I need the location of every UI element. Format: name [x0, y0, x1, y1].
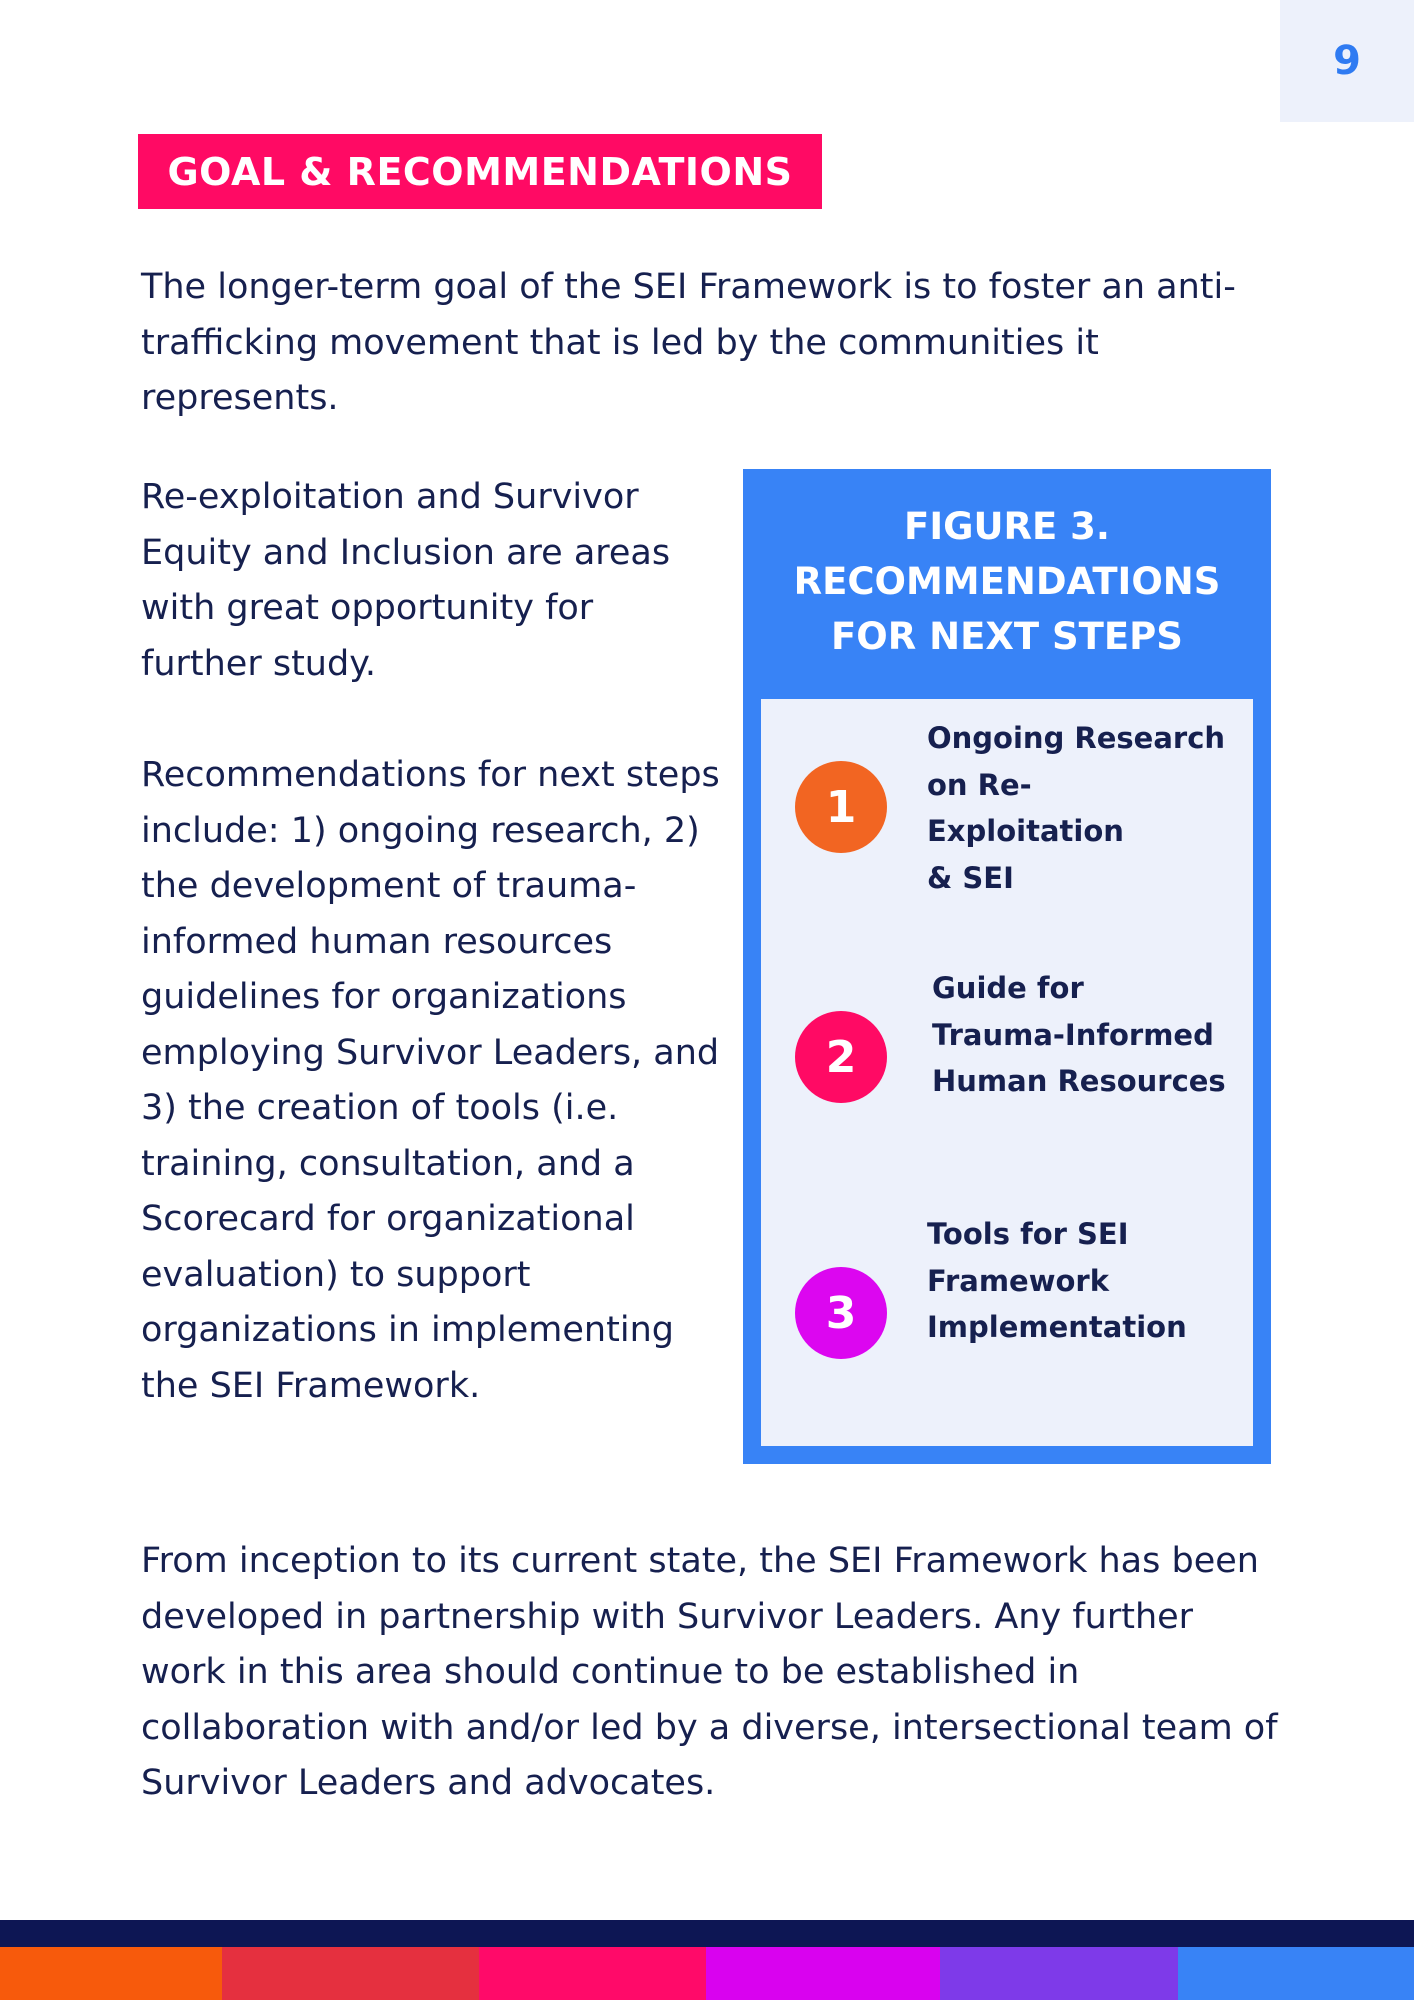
section-label: GOAL & RECOMMENDATIONS — [138, 134, 822, 209]
closing-paragraph: From inception to its current state, the SEI Framework has been developed in partnership with Survivor Leaders. Any further work in this area should continue to be established in collaboration with and/or led by a diverse, intersectional team of Survivor Leaders and advocates. — [141, 1541, 1278, 1803]
figure-title-line: FOR NEXT STEPS — [831, 615, 1183, 658]
footer-strip-pink — [479, 1947, 706, 2000]
step-3-number-badge: 3 — [795, 1267, 887, 1359]
figure-title-line: RECOMMENDATIONS — [793, 560, 1221, 603]
footer-strip-purple — [940, 1947, 1178, 2000]
step-3-text: Tools for SEI Framework Implementation — [927, 1217, 1187, 1344]
step-2-number-badge: 2 — [795, 1011, 887, 1103]
page-number: 9 — [1333, 38, 1361, 84]
footer-strip-magenta — [706, 1947, 940, 2000]
intro-paragraph: The longer-term goal of the SEI Framework is to foster an anti-trafficking movement that is led by the communities it represents. — [141, 267, 1236, 418]
footer-color-bar — [0, 1920, 1414, 2000]
footer-strip-orange — [0, 1947, 222, 2000]
page-number-box — [1280, 0, 1414, 122]
footer-strip-blue — [1178, 1947, 1414, 2000]
figure-recommendations — [743, 469, 1271, 1464]
study-paragraph: Re-exploitation and Survivor Equity and Inclusion are areas with great opportunity for further study. — [141, 477, 671, 684]
footer-navy-stripe — [0, 1920, 1414, 1947]
figure-title — [743, 499, 1271, 664]
figure-title-line: FIGURE 3. — [904, 505, 1110, 548]
step-2-text: Guide for Trauma-Informed Human Resources — [932, 971, 1226, 1098]
recommendations-paragraph: Recommendations for next steps include: 1) ongoing research, 2) the development of trauma-informed human resources guidelines for organizations employing Survivor Leaders, and 3) the creation of tools (i.e. training, consultation, and a Scorecard for organizational evaluation) to support organizations in implementing the SEI Framework. — [141, 755, 720, 1406]
footer-strip-red — [222, 1947, 479, 2000]
figure-panel — [761, 699, 1253, 1446]
step-1-text: Ongoing Research on Re-Exploitation & SEI — [927, 721, 1226, 895]
step-1-number-badge: 1 — [795, 761, 887, 853]
